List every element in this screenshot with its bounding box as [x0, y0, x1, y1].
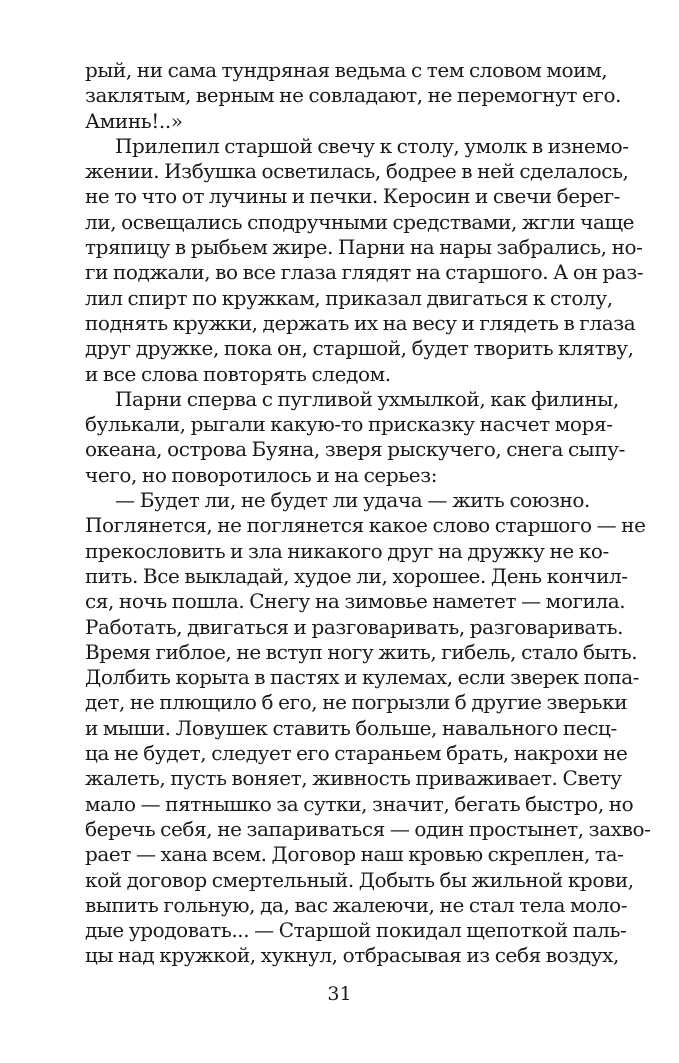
paragraph: [85, 386, 625, 488]
text-line: тряпицу в рыбьем жире. Парни на нары забрались, но-: [85, 235, 643, 260]
text-line: рый, ни сама тундряная ведьма с тем словом моим,: [85, 58, 608, 82]
text-line: прекословить и зла никакого друг на дружку не ко-: [85, 538, 609, 563]
text-line: дые уродовать... — Старшой покидал щепоткой паль-: [85, 918, 627, 943]
text-line: не то что от лучины и печки. Керосин и свечи берег-: [85, 184, 621, 209]
paragraph: [85, 133, 644, 387]
text-line: — Будет ли, не будет ли удача — жить союзно.: [115, 488, 590, 513]
text-line: пить. Все выкладай, худое ли, хорошее. День кончил-: [85, 563, 628, 588]
page-number: 31: [327, 983, 352, 1005]
text-line: рает — хана всем. Договор наш кровью скреплен, та-: [85, 842, 624, 867]
text-line: выпить гольную, да, вас жалеючи, не стал тела моло-: [85, 892, 628, 917]
text-line: Время гиблое, не вступ ногу жить, гибель, стало быть.: [85, 639, 638, 664]
text-line: дет, не плющило б его, не погрызли б другие зверьки: [85, 690, 628, 715]
text-line: цы над кружкой, хукнул, отбрасывая из себя воздух,: [85, 943, 619, 968]
text-line: Прилепил старшой свечу к столу, умолк в изнемо-: [115, 133, 629, 158]
text-line: и мыши. Ловушек ставить больше, навального песц-: [85, 715, 617, 740]
text-line: Долбить корыта в пастях и кулемах, если зверек попа-: [85, 665, 640, 690]
text-line: булькали, рыгали какую-то присказку насчет моря-: [85, 412, 613, 437]
text-line: жении. Избушка осветилась, бодрее в ней сделалось,: [85, 159, 629, 184]
text-line: чего, но поворотилось и на серьез:: [85, 462, 438, 487]
text-line: ся, ночь пошла. Снегу на зимовье наметет — могила.: [85, 589, 626, 614]
text-line: лил спирт по кружкам, приказал двигаться к столу,: [85, 285, 613, 310]
paragraph: [85, 58, 622, 134]
text-line: ли, освещались сподручными средствами, жгли чаще: [85, 209, 635, 234]
paragraph: [85, 488, 651, 969]
text-line: ги поджали, во все глаза глядят на старшого. А он раз-: [85, 260, 644, 285]
text-line: беречь себя, не запариваться — один простынет, захво-: [85, 816, 651, 841]
text-line: океана, острова Буяна, зверя рыскучего, снега сыпу-: [85, 437, 625, 462]
text-line: и все слова повторять следом.: [85, 361, 391, 386]
text-line: поднять кружки, держать их на весу и глядеть в глаза: [85, 310, 636, 335]
text-line: жалеть, пусть воняет, живность приваживает. Свету: [85, 766, 622, 791]
text-line: ца не будет, следует его стараньем брать, накрохи не: [85, 741, 628, 766]
text-line: заклятым, верным не совладают, не перемогнут его.: [85, 83, 622, 108]
text-line: Поглянется, не поглянется какое слово старшого — не: [85, 513, 646, 538]
text-line: мало — пятнышко за сутки, значит, бегать быстро, но: [85, 791, 634, 816]
text-line: друг дружке, пока он, старшой, будет творить клятву,: [85, 336, 634, 361]
text-line: Работать, двигаться и разговаривать, разговаривать.: [85, 614, 624, 639]
page-text: [85, 58, 651, 969]
text-line: кой договор смертельный. Добыть бы жильной крови,: [85, 867, 634, 892]
text-line: Аминь!..»: [85, 108, 183, 133]
text-line: Парни сперва с пугливой ухмылкой, как филины,: [115, 386, 619, 411]
